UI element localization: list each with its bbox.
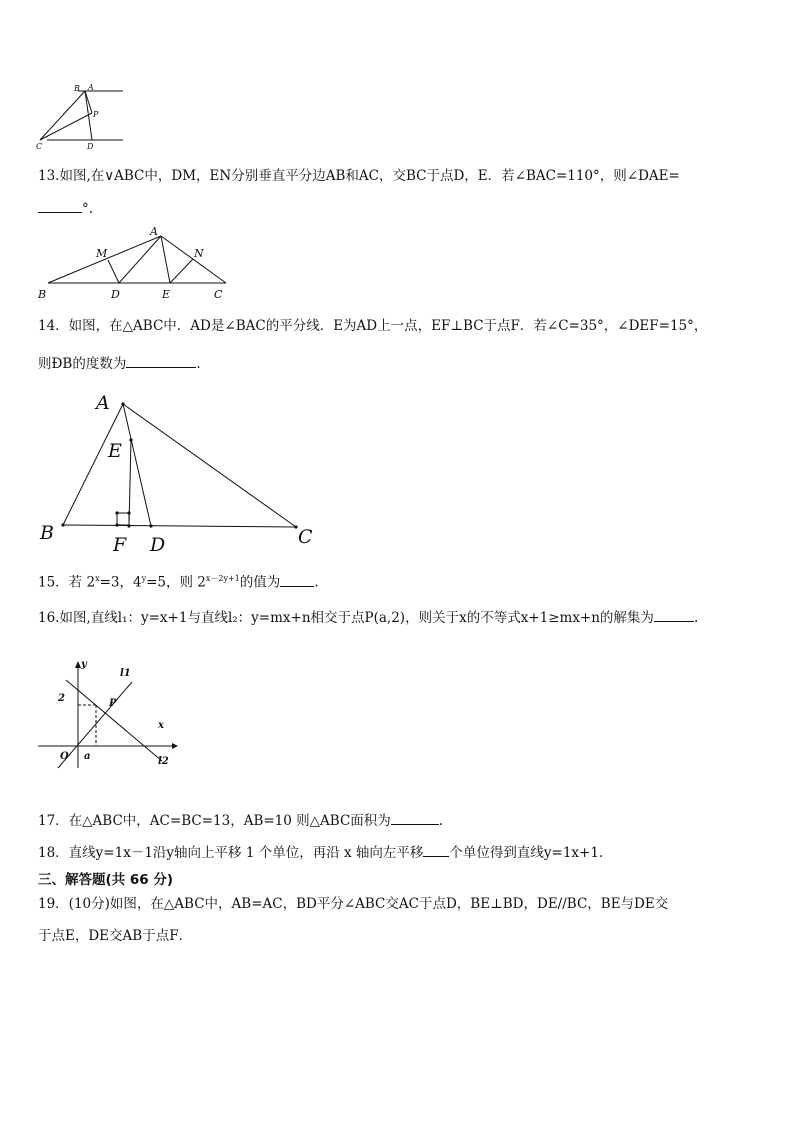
fig14-label-C: C	[298, 526, 313, 548]
question-13-suffix: °.	[82, 201, 94, 217]
q15-text-1: 15．若 2	[38, 574, 96, 591]
answer-blank[interactable]	[391, 810, 439, 825]
fig12-label-C: C	[36, 142, 43, 151]
answer-blank[interactable]	[654, 607, 694, 622]
fig14-label-E: E	[108, 440, 122, 462]
fig13-label-A: A	[150, 225, 158, 238]
answer-blank[interactable]	[280, 572, 314, 587]
fig12-label-B: B	[74, 84, 80, 93]
answer-blank[interactable]	[423, 842, 449, 857]
q15-text-2: =3，4	[99, 574, 142, 591]
question-16	[38, 607, 698, 628]
question-15	[38, 569, 319, 593]
fig14-label-F: F	[113, 534, 127, 556]
fig16-label-x: x	[158, 720, 164, 731]
figure-q13	[36, 226, 236, 306]
fig13-label-M: M	[96, 247, 108, 260]
q16-text: 16.如图,直线l₁：y=x+1与直线l₂：y=mx+n相交于点P(a,2)，则关于x的不等式x+1≥mx+n的解集为	[38, 610, 654, 626]
fig13-label-D: D	[111, 288, 120, 301]
question-14-suffix: .	[196, 356, 201, 372]
q16-end: .	[693, 610, 699, 626]
q15-exp-2: y	[141, 574, 147, 583]
question-19-line2: 于点E，DE交AB于点F．	[38, 928, 193, 944]
fig16-label-O: O	[60, 751, 69, 762]
fig12-label-P: P	[93, 110, 99, 119]
fig16-label-P: P	[109, 698, 117, 709]
fig16-label-l1: l1	[120, 668, 131, 679]
figure-q16	[36, 656, 186, 774]
q18-suffix: 个单位得到直线y=1x+1.	[449, 845, 604, 861]
q15-end: .	[314, 574, 319, 591]
fig13-label-B: B	[38, 288, 47, 301]
question-14-prefix: 则ÐB的度数为	[38, 356, 127, 372]
answer-blank[interactable]	[38, 198, 82, 213]
fig14-label-A: A	[96, 392, 110, 414]
fig16-label-y: y	[81, 659, 87, 670]
fig16-label-l2: l2	[158, 756, 169, 767]
question-17	[38, 810, 443, 831]
question-13-line1: 13.如图,在∨ABC中，DM，EN分别垂直平分边AB和AC，交BC于点D，E．若∠BAC=110°，则∠DAE=	[38, 168, 680, 184]
q18-prefix: 18．直线y=1x－1沿y轴向上平移 1 个单位，再沿 x 轴向左平移	[38, 845, 424, 861]
fig12-label-D: D	[87, 142, 94, 151]
fig13-label-E: E	[162, 288, 171, 301]
q15-text-3: =5，则 2	[146, 574, 206, 591]
fig13-label-N: N	[194, 247, 204, 260]
question-14-line1: 14．如图，在△ABC中．AD是∠BAC的平分线．E为AD上一点，EF⊥BC于点F．若∠C=35°，∠DEF=15°，	[38, 318, 708, 334]
section-header: 三、解答题(共 66 分)	[38, 872, 174, 888]
figure-q12	[30, 82, 130, 154]
answer-blank[interactable]	[126, 353, 196, 368]
q17-text: 17．在△ABC中，AC=BC=13，AB=10 则△ABC面积为	[38, 813, 391, 829]
fig12-label-A: A	[88, 83, 94, 92]
question-14-line2	[38, 353, 201, 374]
figure-q14	[36, 388, 326, 558]
q15-text-4: 的值为	[239, 574, 281, 591]
question-13-line2	[38, 198, 93, 219]
fig16-label-2: 2	[58, 693, 65, 704]
fig16-label-a: a	[84, 751, 91, 762]
q17-end: .	[438, 813, 444, 829]
q15-exp-3: x－2y+1	[205, 574, 240, 583]
question-19-line1: 19．(10分)如图，在△ABC中，AB=AC，BD平分∠ABC交AC于点D，BE⊥BD，DE//BC，BE与DE交	[38, 896, 669, 912]
fig13-label-C: C	[214, 288, 223, 301]
q15-exp-1: x	[95, 574, 100, 583]
fig14-label-B: B	[40, 522, 54, 544]
fig14-label-D: D	[150, 534, 166, 556]
question-18	[38, 842, 603, 863]
